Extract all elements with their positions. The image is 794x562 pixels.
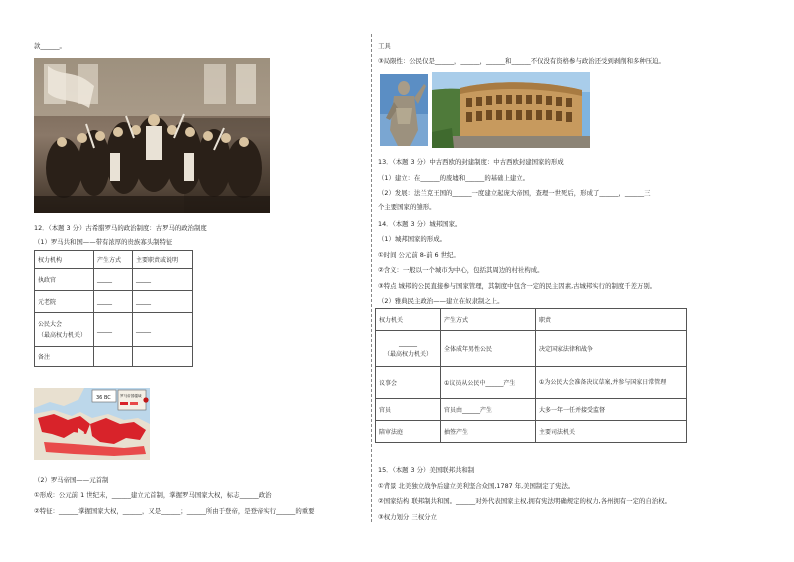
t2-r1-c0: 议事会 bbox=[376, 367, 441, 399]
athens-democracy-table bbox=[375, 308, 687, 443]
q13-title: 13．（本题 3 分）中古西欧的封建制度：中古西欧封建国家的形成 bbox=[378, 158, 564, 166]
q15-line3: ③权力划分 三权分立 bbox=[378, 513, 437, 521]
q14-line1: （1）城邦国家的形成。 bbox=[378, 235, 446, 243]
t2-r2-c2: 大多一年一任并接受监督 bbox=[536, 399, 687, 421]
t1-r2-c2: _____ bbox=[133, 313, 193, 347]
right-top-line1: 工具 bbox=[378, 42, 391, 50]
t1-r3-c1 bbox=[94, 347, 133, 367]
t1-r3-c2 bbox=[133, 347, 193, 367]
t1-r1-c0: 元老院 bbox=[35, 291, 94, 313]
t2-r1-c1: ①议员从公民中______产生 bbox=[441, 367, 536, 399]
t2-header-1: 产生方式 bbox=[441, 309, 536, 331]
q12-title: 12．（本题 3 分）古希腊罗马的政治制度：古罗马的政治制度 bbox=[34, 224, 207, 232]
t2-r2-c0: 官员 bbox=[376, 399, 441, 421]
q14-line5: （2）雅典民主政治——建立在奴隶制之上。 bbox=[378, 297, 504, 305]
right-top-line2: ③局限性：公民仅是______，______，______和______不仅没有资格参与政治还受到剥削和多种压迫。 bbox=[378, 57, 665, 65]
t2-r0-c2: 决定国家法律和战争 bbox=[536, 331, 687, 367]
left-top-line: 款______。 bbox=[34, 42, 66, 50]
t1-r0-c2: _____ bbox=[133, 269, 193, 291]
t2-r0-c1: 全体成年男性公民 bbox=[441, 331, 536, 367]
q14-line2: ①时间 公元前 8-前 6 世纪。 bbox=[378, 251, 460, 259]
t2-r0-c0: ______ （最高权力机关） bbox=[376, 331, 441, 367]
map-title-label: 罗马帝国疆域 bbox=[120, 394, 142, 398]
q12-line1: ①形成：公元前 1 世纪末，______建立元首制，掌握罗马国家大权，标志______政治 bbox=[34, 491, 272, 499]
q15-title: 15．（本题 3 分）美国联邦共和制 bbox=[378, 466, 475, 474]
q14-title: 14．（本题 3 分）城邦国家。 bbox=[378, 220, 462, 228]
q12-sub1: （1）罗马共和国——带有浓厚的贵族寡头制特征 bbox=[34, 238, 173, 246]
q14-line3: ②含义：一般以一个城市为中心，包括其周边的村社构成。 bbox=[378, 266, 544, 274]
t1-r1-c2: _____ bbox=[133, 291, 193, 313]
tennis-court-oath-painting bbox=[34, 58, 270, 213]
augustus-statue-photo bbox=[380, 74, 428, 146]
q12-sub2: （2）罗马帝国——元首制 bbox=[34, 476, 109, 484]
q13-line1: （1）建立：在______的废墟和______的基础上建立。 bbox=[378, 174, 530, 182]
column-divider bbox=[371, 34, 372, 522]
t2-r1-c2: ①为公民大会准备决议草案,并参与国家日常管理 bbox=[536, 367, 687, 399]
roman-republic-table bbox=[34, 250, 193, 367]
q15-line1: ①背景 北美独立战争后建立美利坚合众国,1787 年,美国制定了宪法。 bbox=[378, 482, 575, 490]
q13-line3: 个主要国家的雏形。 bbox=[378, 203, 436, 211]
t1-header-0: 权力机构 bbox=[35, 251, 94, 269]
t2-header-0: 权力机关 bbox=[376, 309, 441, 331]
colosseum-photo bbox=[432, 72, 590, 148]
t1-header-2: 主要职责或说明 bbox=[133, 251, 193, 269]
t2-r2-c1: 官员由______产生 bbox=[441, 399, 536, 421]
t1-header-1: 产生方式 bbox=[94, 251, 133, 269]
t2-r3-c0: 陪审法庭 bbox=[376, 421, 441, 443]
q12-line2: ②特征：______掌握国家大权，______，又是______；______所由于登帝，是登帝实行______的重要 bbox=[34, 507, 315, 515]
q14-line4: ③特点 城邦的公民直接参与国家管理，其制度中包含一定的民主因素,古城邦实行的制度千差万别。 bbox=[378, 282, 657, 290]
t2-r3-c2: 主要司法机关 bbox=[536, 421, 687, 443]
roman-empire-map bbox=[34, 388, 150, 460]
t1-r1-c1: _____ bbox=[94, 291, 133, 313]
q13-line2: （2）发展：法兰克王国的______一度建立起庞大帝国，查理一世死后，形成了______，______三 bbox=[378, 189, 651, 197]
t2-r3-c1: 抽签产生 bbox=[441, 421, 536, 443]
t1-r0-c0: 执政官 bbox=[35, 269, 94, 291]
t1-r2-c0: 公民大会 （最高权力机关） bbox=[35, 313, 94, 347]
t1-r0-c1: _____ bbox=[94, 269, 133, 291]
t2-header-2: 职责 bbox=[536, 309, 687, 331]
t1-r3-c0: 备注 bbox=[35, 347, 94, 367]
map-year-label: 36 BC bbox=[96, 395, 111, 401]
t1-r2-c1: _____ bbox=[94, 313, 133, 347]
q15-line2: ②国家结构 联邦制共和国。______对外代表国家主权,拥有宪法明确规定的权力,各州拥有一定的自治权。 bbox=[378, 497, 672, 505]
